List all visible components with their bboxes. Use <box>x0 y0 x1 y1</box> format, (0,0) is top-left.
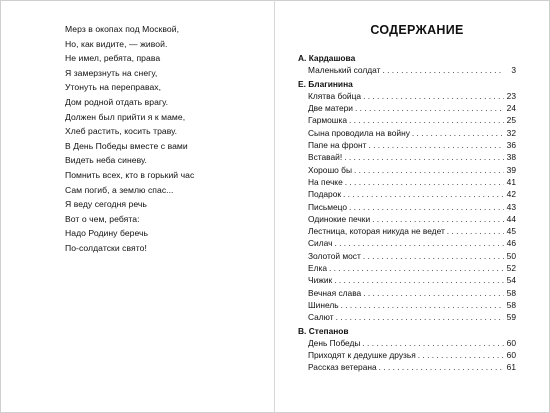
poem-line: Утонуть на переправах, <box>65 82 162 93</box>
poem-line: Хлеб растить, косить траву. <box>65 126 178 137</box>
poem-line: Должен был прийти я к маме, <box>65 111 186 122</box>
toc-dot-leader <box>349 201 504 213</box>
toc-body <box>298 52 516 374</box>
poem-line: Но, как видите, — живой. <box>65 38 168 49</box>
toc-entry-title: День Победы <box>308 337 361 348</box>
toc-entry <box>298 127 516 139</box>
toc-dot-leader <box>412 127 504 139</box>
toc-entry <box>298 361 516 373</box>
toc-entry <box>298 250 516 262</box>
poem-line: Вот о чем, ребята: <box>65 213 140 224</box>
toc-entry <box>298 311 516 323</box>
toc-page-number: 60 <box>506 350 516 361</box>
toc-entry-title: Одинокие печки <box>308 213 371 224</box>
toc-entry <box>298 164 516 176</box>
toc-entry-title: Чижик <box>308 275 333 286</box>
toc-entry <box>298 151 516 163</box>
toc-page-number: 61 <box>506 362 516 373</box>
toc-dot-leader <box>341 299 504 311</box>
toc-entry <box>298 287 516 299</box>
toc-entry-title: Вечная слава <box>308 287 362 298</box>
toc-page-number: 50 <box>506 250 516 261</box>
toc-entry-title: Сына проводила на войну <box>308 127 410 138</box>
toc-entry-title: Маленький солдат <box>308 65 381 76</box>
toc-dot-leader <box>349 114 504 126</box>
toc-page-number: 41 <box>506 176 516 187</box>
toc-entry-title: Приходят к дедушке друзья <box>308 350 416 361</box>
toc-entry-title: На печке <box>308 176 343 187</box>
toc-dot-leader <box>363 250 504 262</box>
toc-entry-title: Вставай! <box>308 152 343 163</box>
toc-dot-leader <box>363 90 504 102</box>
toc-page-number: 43 <box>506 201 516 212</box>
toc-author-section <box>298 325 516 374</box>
toc-dot-leader <box>382 64 504 76</box>
toc-dot-leader <box>372 213 504 225</box>
toc-entry-title: Золотой мост <box>308 250 361 261</box>
toc-entry <box>298 188 516 200</box>
toc-entry-title: Гармошка <box>308 115 348 126</box>
toc-entry <box>298 102 516 114</box>
poem-line: Дом родной отдать врагу. <box>65 96 169 107</box>
toc-dot-leader <box>334 237 504 249</box>
toc-page-number: 32 <box>506 127 516 138</box>
toc-page-number: 45 <box>506 226 516 237</box>
toc-entry-title: Силач <box>308 238 333 249</box>
toc-dot-leader <box>447 225 504 237</box>
table-of-contents <box>298 22 516 374</box>
toc-page-number: 23 <box>506 90 516 101</box>
poem-line: Не имел, ребята, права <box>65 53 161 64</box>
poem-line: По-солдатски свято! <box>65 242 147 253</box>
toc-dot-leader <box>354 164 504 176</box>
toc-dot-leader <box>334 274 504 286</box>
toc-entry-title: Хорошо бы <box>308 164 352 175</box>
toc-entry-title: Письмецо <box>308 201 348 212</box>
toc-entry <box>298 213 516 225</box>
toc-page-number: 39 <box>506 164 516 175</box>
toc-entry <box>298 176 516 188</box>
toc-entry <box>298 299 516 311</box>
toc-entry <box>298 64 516 76</box>
toc-entry <box>298 114 516 126</box>
toc-entry <box>298 90 516 102</box>
toc-page-number: 36 <box>506 140 516 151</box>
toc-page-number: 52 <box>506 263 516 274</box>
toc-page-number: 25 <box>506 115 516 126</box>
poem-line: Видеть неба синеву. <box>65 155 147 166</box>
toc-title: СОДЕРЖАНИЕ <box>370 23 464 37</box>
toc-entry <box>298 274 516 286</box>
poem-line: Помнить всех, кто в горький час <box>65 169 195 180</box>
toc-dot-leader <box>355 102 504 114</box>
toc-entry-title: Рассказ ветерана <box>308 362 377 373</box>
toc-author-name: В. Степанов <box>298 325 349 336</box>
toc-dot-leader <box>343 188 504 200</box>
poem-line: Надо Родину беречь <box>65 228 149 239</box>
poem-line: Я веду сегодня речь <box>65 199 147 210</box>
poem-left-page <box>65 22 265 256</box>
toc-author-name: Е. Благинина <box>298 78 353 89</box>
toc-dot-leader <box>362 337 504 349</box>
toc-entry-title: Лестница, которая никуда не ведет <box>308 226 445 237</box>
toc-entry <box>298 237 516 249</box>
toc-dot-leader <box>363 287 504 299</box>
toc-entry-title: Салют <box>308 312 334 323</box>
toc-page-number: 44 <box>506 213 516 224</box>
toc-dot-leader <box>368 139 504 151</box>
toc-author-section <box>298 78 516 324</box>
toc-entry <box>298 201 516 213</box>
toc-dot-leader <box>418 349 504 361</box>
toc-entry <box>298 225 516 237</box>
poem-line: Я замерзнуть на снегу, <box>65 67 158 78</box>
poem-line: Мерз в окопах под Москвой, <box>65 24 180 34</box>
toc-entry-title: Папе на фронт <box>308 140 367 151</box>
toc-dot-leader <box>329 262 504 274</box>
toc-entry-title: Подарок <box>308 189 342 200</box>
toc-author-name: А. Кардашова <box>298 53 356 63</box>
toc-entry-title: Две матери <box>308 103 353 114</box>
toc-entry-title: Шинель <box>308 299 339 310</box>
toc-dot-leader <box>345 176 504 188</box>
toc-page-number: 58 <box>506 287 516 298</box>
toc-entry-title: Елка <box>308 263 327 274</box>
toc-entry <box>298 337 516 349</box>
toc-page-number: 58 <box>506 299 516 310</box>
toc-page-number: 42 <box>506 189 516 200</box>
toc-entry-title: Клятва бойца <box>308 90 362 101</box>
poem-line: Сам погиб, а землю спас... <box>65 184 174 195</box>
toc-page-number: 54 <box>506 275 516 286</box>
toc-author-section <box>298 52 516 77</box>
toc-dot-leader <box>379 361 504 373</box>
toc-page-number: 46 <box>506 238 516 249</box>
toc-entry <box>298 139 516 151</box>
toc-entry <box>298 349 516 361</box>
toc-dot-leader <box>336 311 504 323</box>
page-gutter <box>274 0 275 413</box>
toc-page-number: 3 <box>511 65 516 76</box>
toc-page-number: 60 <box>506 337 516 348</box>
toc-entry <box>298 262 516 274</box>
toc-page-number: 38 <box>506 152 516 163</box>
toc-page-number: 24 <box>506 103 516 114</box>
toc-dot-leader <box>344 151 504 163</box>
poem-line: В День Победы вместе с вами <box>65 140 188 151</box>
toc-page-number: 59 <box>506 312 516 323</box>
